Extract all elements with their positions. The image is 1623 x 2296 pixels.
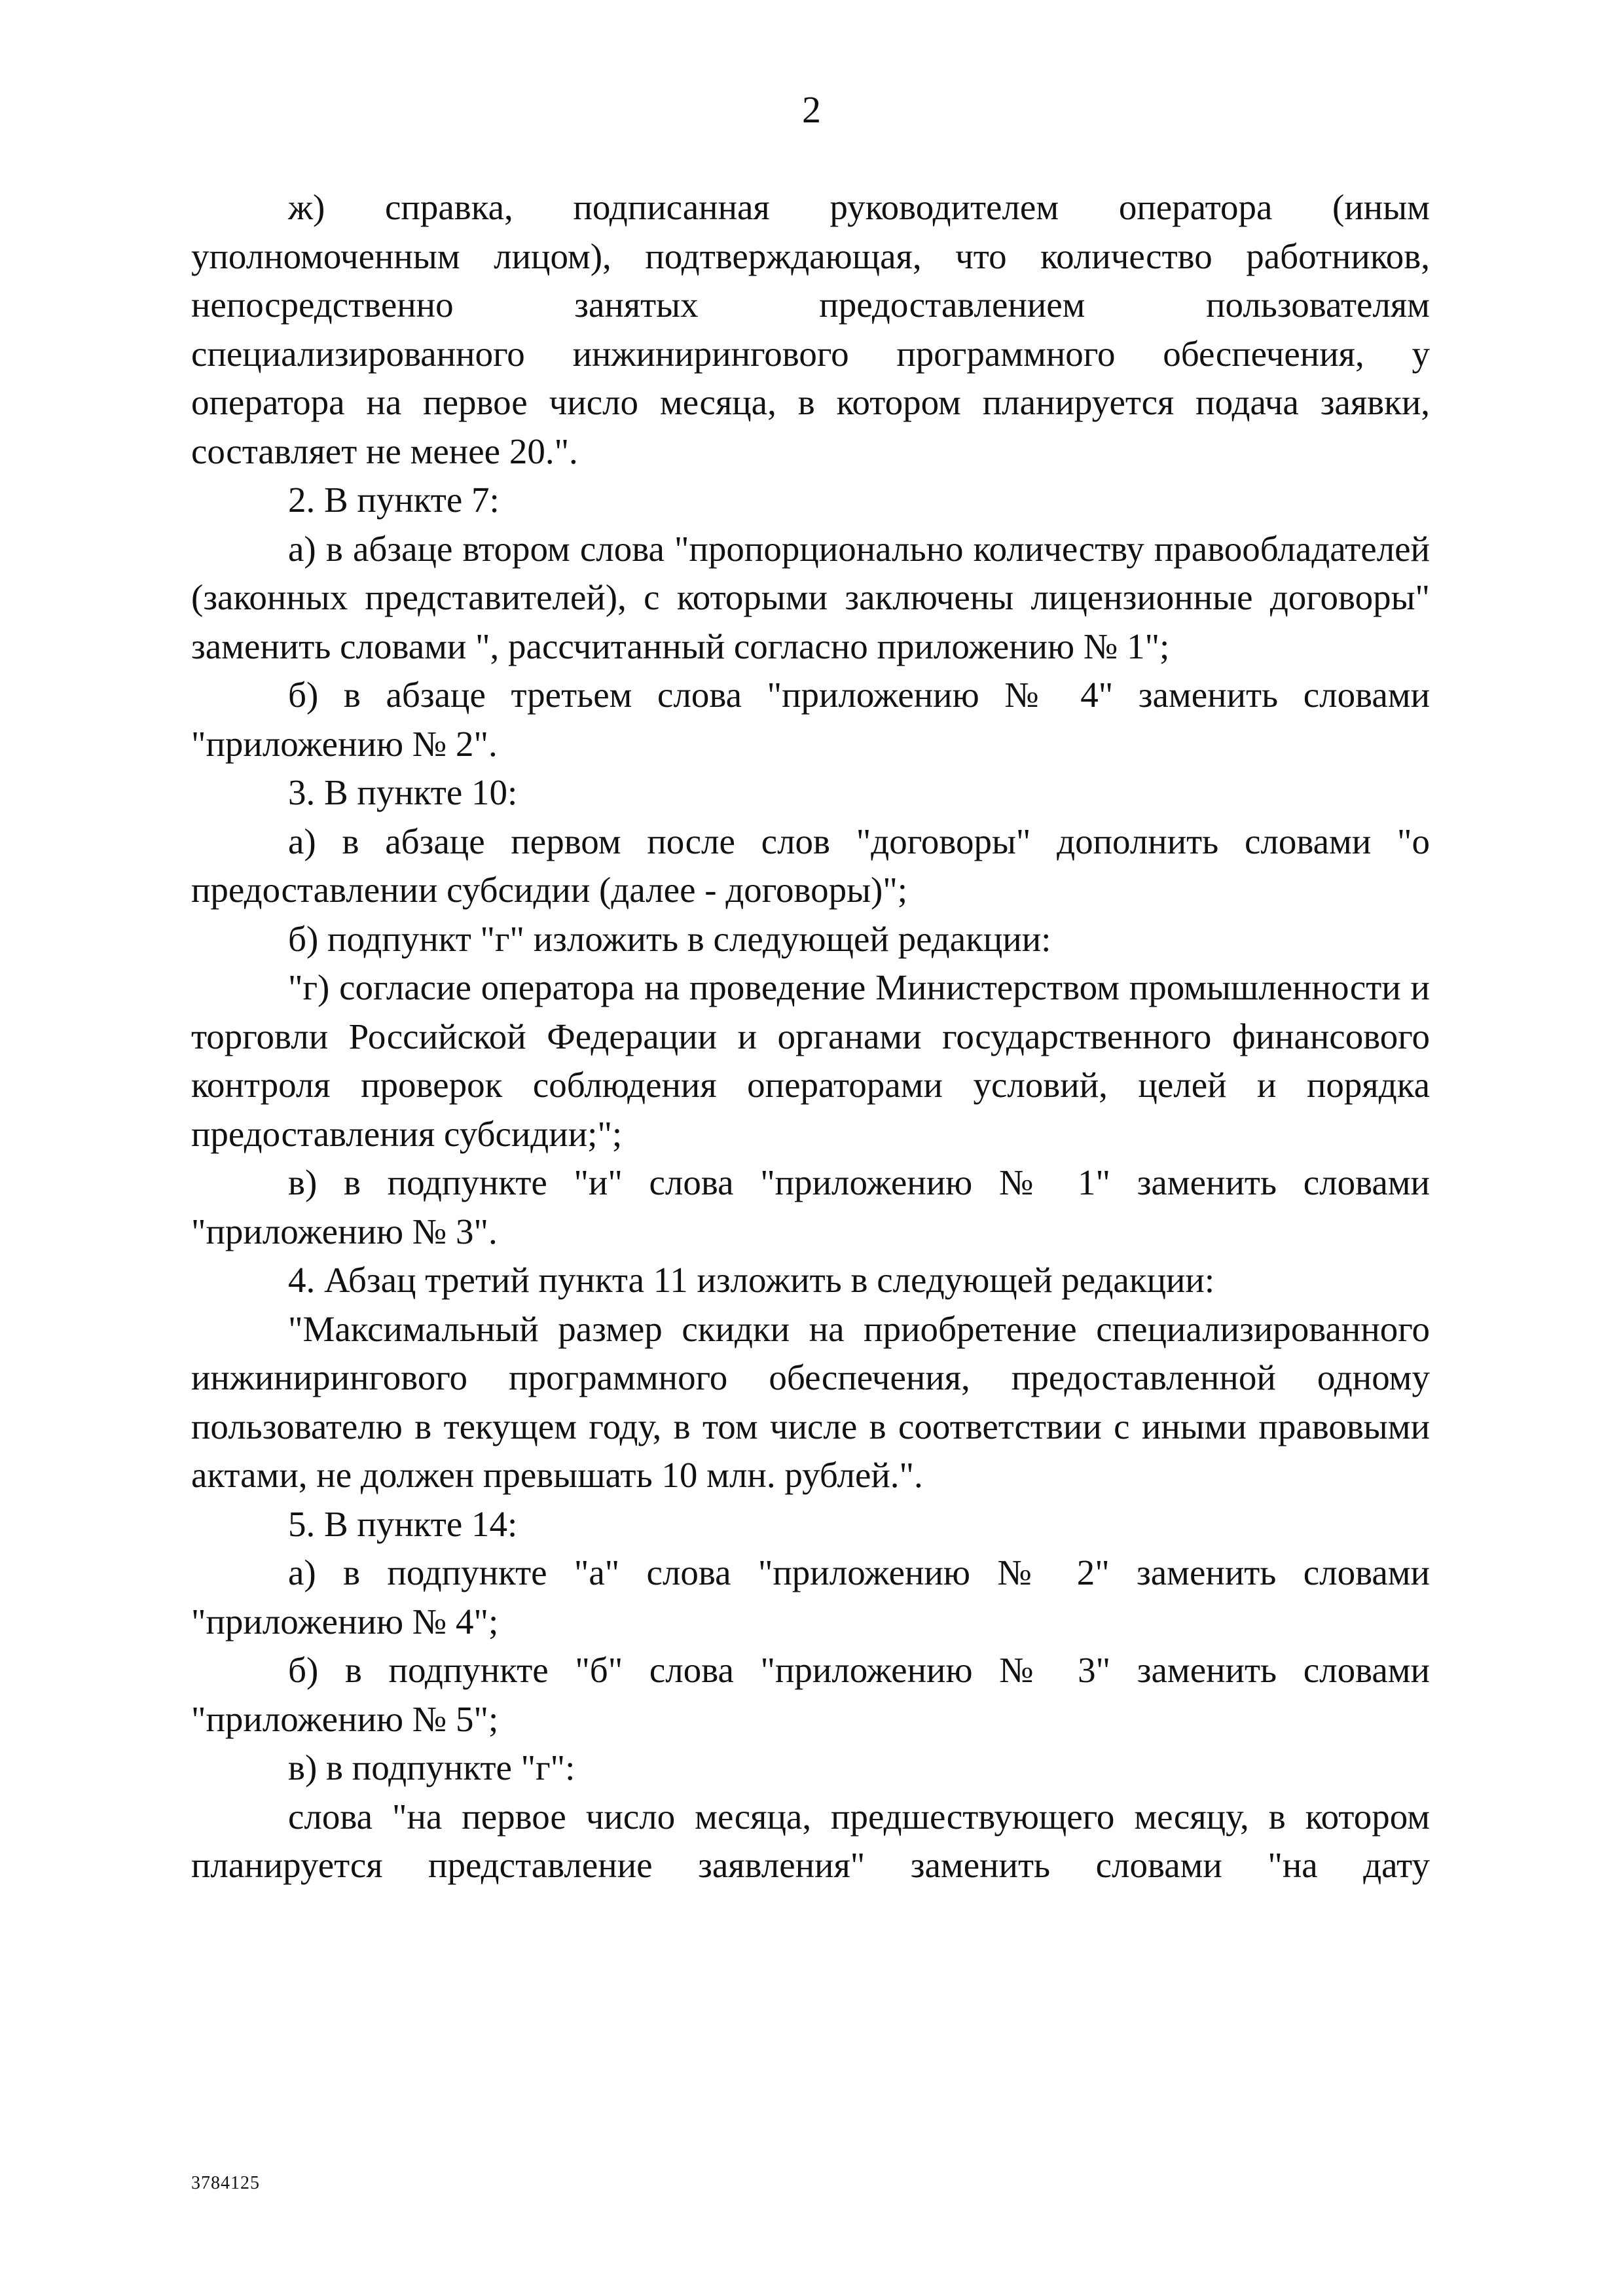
paragraph-point-5-b: б) в подпункте "б" слова "приложению № 3" заменить словами "приложению № 5"; bbox=[191, 1650, 1430, 1739]
paragraph-point-5: 5. В пункте 14: bbox=[288, 1503, 518, 1544]
paragraph-point-4-text: "Максимальный размер скидки на приобретение специализированного инжинирингового программного обеспечения, предоставленной одному пользователю в текущем году, в том числе в соответствии с иными правовыми актами, не должен превышать 10 млн. рублей.". bbox=[191, 1308, 1430, 1495]
paragraph-point-3-b: б) подпункт "г" изложить в следующей редакции: bbox=[288, 918, 1051, 959]
paragraph-point-5-v: в) в подпункте "г": bbox=[288, 1748, 575, 1787]
paragraph-point-3-v: в) в подпункте "и" слова "приложению № 1" заменить словами "приложению № 3". bbox=[191, 1162, 1430, 1251]
paragraph-point-2-b: б) в абзаце третьем слова "приложению № 4" заменить словами "приложению № 2". bbox=[191, 675, 1430, 764]
paragraph-point-2: 2. В пункте 7: bbox=[288, 480, 500, 520]
paragraph-point-3-g-text: "г) согласие оператора на проведение Министерством промышленности и торговли Российской Федерации и органами государственного финансового контроля проверок соблюдения операторами условий, целей и порядка предоставления субсидии;"; bbox=[191, 967, 1430, 1154]
paragraph-point-4: 4. Абзац третий пункта 11 изложить в следующей редакции: bbox=[288, 1260, 1215, 1300]
paragraph-subitem-zh: ж) справка, подписанная руководителем оператора (иным уполномоченным лицом), подтверждающая, что количество работников, непосредственно занятых предоставлением пользователям специализированного инжинирингового программного обеспечения, у оператора на первое число месяца, в котором планируется подача заявки, составляет не менее 20.". bbox=[191, 187, 1430, 471]
paragraph-point-3: 3. В пункте 10: bbox=[288, 772, 518, 812]
paragraph-point-5-a: а) в подпункте "а" слова "приложению № 2" заменить словами "приложению № 4"; bbox=[191, 1552, 1430, 1641]
paragraph-point-2-a: а) в абзаце втором слова "пропорционально количеству правообладателей (законных представителей), с которыми заключены лицензионные договоры" заменить словами ", рассчитанный согласно приложению № 1"; bbox=[191, 528, 1430, 666]
page-number: 2 bbox=[802, 88, 821, 131]
paragraph-point-3-a: а) в абзаце первом после слов "договоры" дополнить словами "о предоставлении субсидии (далее - договоры)"; bbox=[191, 821, 1430, 910]
document-body bbox=[191, 183, 1430, 1890]
paragraph-point-5-v-words: слова "на первое число месяца, предшествующего месяцу, в котором планируется представление заявления" заменить словами "на дату bbox=[191, 1796, 1430, 1885]
document-id: 3784125 bbox=[191, 2173, 260, 2193]
